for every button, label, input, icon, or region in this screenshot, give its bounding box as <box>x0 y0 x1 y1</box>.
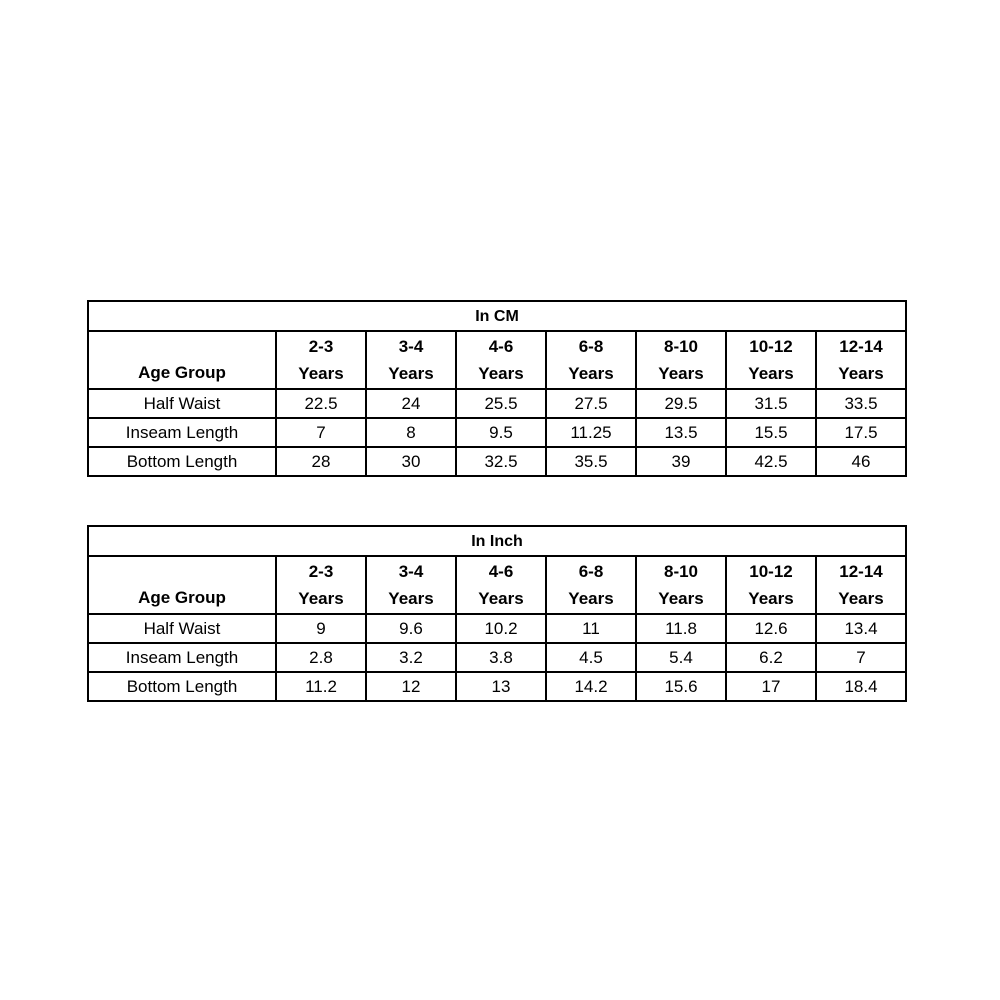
table-row <box>88 614 906 643</box>
table-cell: 33.5 <box>816 389 906 418</box>
table-cell: 13.5 <box>636 418 726 447</box>
row-label: Half Waist <box>88 614 276 643</box>
row-label: Inseam Length <box>88 418 276 447</box>
age-unit: Years <box>298 364 344 383</box>
table-cell: 11.8 <box>636 614 726 643</box>
age-range: 10-12 <box>749 337 793 356</box>
table-cell: 9 <box>276 614 366 643</box>
table-row <box>88 643 906 672</box>
table-cell: 6.2 <box>726 643 816 672</box>
table-cell: 10.2 <box>456 614 546 643</box>
age-group-column-header <box>546 556 636 614</box>
age-range: 4-6 <box>488 562 514 581</box>
row-label: Inseam Length <box>88 643 276 672</box>
age-unit: Years <box>298 589 344 608</box>
row-label: Bottom Length <box>88 447 276 476</box>
age-unit: Years <box>658 589 704 608</box>
table-cell: 35.5 <box>546 447 636 476</box>
age-unit: Years <box>478 589 524 608</box>
table-cell: 7 <box>276 418 366 447</box>
table-cell: 9.5 <box>456 418 546 447</box>
row-label: Half Waist <box>88 389 276 418</box>
table-cell: 29.5 <box>636 389 726 418</box>
age-group-column-header <box>456 331 546 389</box>
table-cell: 3.8 <box>456 643 546 672</box>
table-cell: 3.2 <box>366 643 456 672</box>
age-group-column-header <box>816 331 906 389</box>
age-range: 6-8 <box>578 337 604 356</box>
age-range: 8-10 <box>663 337 699 356</box>
table-cell: 13.4 <box>816 614 906 643</box>
age-range: 8-10 <box>663 562 699 581</box>
age-range: 10-12 <box>749 562 793 581</box>
age-unit: Years <box>568 589 614 608</box>
age-range: 12-14 <box>839 337 883 356</box>
table-header-row <box>88 331 906 389</box>
table-title-row <box>88 301 906 331</box>
table-cell: 15.6 <box>636 672 726 701</box>
age-group-column-header <box>366 331 456 389</box>
table-cell: 15.5 <box>726 418 816 447</box>
table-cell: 32.5 <box>456 447 546 476</box>
age-group-column-header <box>276 556 366 614</box>
table-cell: 24 <box>366 389 456 418</box>
age-group-column-header <box>816 556 906 614</box>
age-unit: Years <box>478 364 524 383</box>
table-row <box>88 672 906 701</box>
age-group-column-header <box>726 556 816 614</box>
age-group-column-header <box>726 331 816 389</box>
table-cell: 17.5 <box>816 418 906 447</box>
age-unit: Years <box>388 364 434 383</box>
age-range: 3-4 <box>398 562 424 581</box>
table-cell: 30 <box>366 447 456 476</box>
age-group-column-header <box>636 556 726 614</box>
table-cell: 18.4 <box>816 672 906 701</box>
age-group-column-header <box>366 556 456 614</box>
table-cell: 39 <box>636 447 726 476</box>
age-range: 12-14 <box>839 562 883 581</box>
age-range: 2-3 <box>308 337 334 356</box>
table-cell: 25.5 <box>456 389 546 418</box>
table-cell: 27.5 <box>546 389 636 418</box>
age-unit: Years <box>568 364 614 383</box>
table-cell: 31.5 <box>726 389 816 418</box>
table-row <box>88 389 906 418</box>
table-cell: 14.2 <box>546 672 636 701</box>
table-header-row <box>88 556 906 614</box>
table-cell: 8 <box>366 418 456 447</box>
age-range: 4-6 <box>488 337 514 356</box>
table-cell: 5.4 <box>636 643 726 672</box>
table-title: In CM <box>88 301 906 331</box>
table-row <box>88 418 906 447</box>
table-title-row <box>88 526 906 556</box>
size-chart-inch-table <box>87 525 907 702</box>
age-group-header: Age Group <box>88 331 276 389</box>
age-unit: Years <box>658 364 704 383</box>
age-group-column-header <box>546 331 636 389</box>
table-cell: 22.5 <box>276 389 366 418</box>
table-cell: 4.5 <box>546 643 636 672</box>
age-unit: Years <box>748 364 794 383</box>
table-cell: 9.6 <box>366 614 456 643</box>
table-cell: 46 <box>816 447 906 476</box>
age-group-column-header <box>636 331 726 389</box>
table-cell: 11.2 <box>276 672 366 701</box>
table-title: In Inch <box>88 526 906 556</box>
table-row <box>88 447 906 476</box>
table-cell: 13 <box>456 672 546 701</box>
table-cell: 42.5 <box>726 447 816 476</box>
age-unit: Years <box>838 364 884 383</box>
age-unit: Years <box>748 589 794 608</box>
size-chart-cm-table <box>87 300 907 477</box>
table-cell: 7 <box>816 643 906 672</box>
table-cell: 12.6 <box>726 614 816 643</box>
age-range: 3-4 <box>398 337 424 356</box>
table-cell: 2.8 <box>276 643 366 672</box>
row-label: Bottom Length <box>88 672 276 701</box>
table-cell: 12 <box>366 672 456 701</box>
table-cell: 17 <box>726 672 816 701</box>
age-group-column-header <box>456 556 546 614</box>
age-group-column-header <box>276 331 366 389</box>
age-range: 6-8 <box>578 562 604 581</box>
table-cell: 11 <box>546 614 636 643</box>
age-unit: Years <box>388 589 434 608</box>
age-group-header: Age Group <box>88 556 276 614</box>
age-range: 2-3 <box>308 562 334 581</box>
table-cell: 28 <box>276 447 366 476</box>
table-cell: 11.25 <box>546 418 636 447</box>
age-unit: Years <box>838 589 884 608</box>
